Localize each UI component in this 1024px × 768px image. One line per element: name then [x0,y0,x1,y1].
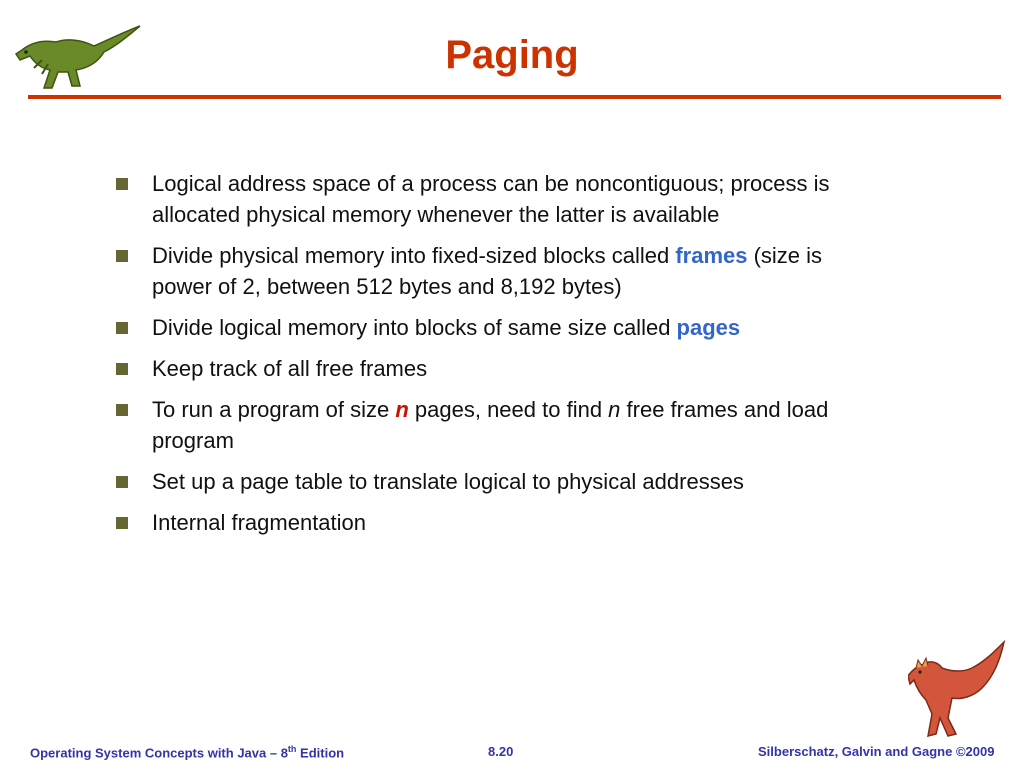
square-bullet-icon [116,517,128,529]
bullet-text: Divide logical memory into blocks of same size called [152,315,677,340]
bullet-text: Set up a page table to translate logical to physical addresses [152,469,744,494]
square-bullet-icon [116,178,128,190]
square-bullet-icon [116,363,128,375]
bullet-text: (size is power of 2, between 512 bytes and 8,192 bytes) [152,243,823,299]
page-title: Paging [445,33,579,77]
term-n: n [395,397,409,422]
bullet-text: To run a program of size [152,397,396,422]
term-pages: pages [676,315,741,340]
list-item [116,507,856,538]
bullet-text: free frames and load program [152,397,829,453]
term-n-italic: n [608,397,621,422]
list-item [116,240,856,302]
bullet-text: Logical address space of a process can be noncontiguous; process is allocated physical memory whenever the latter is available [152,171,830,227]
dinosaur-green-icon [12,20,142,92]
square-bullet-icon [116,476,128,488]
list-item [116,394,856,456]
list-item [116,168,856,230]
bullet-text: pages, need to find [408,397,609,422]
square-bullet-icon [116,404,128,416]
square-bullet-icon [116,250,128,262]
square-bullet-icon [116,322,128,334]
bullet-text: Divide physical memory into fixed-sized blocks called [152,243,676,268]
dinosaur-red-icon [908,638,1008,743]
bullet-list [116,168,856,548]
page-number: 8.20 [488,744,514,759]
term-frames: frames [675,243,748,268]
footer-course-title: Operating System Concepts with Java – 8th Edition [30,744,345,761]
footer-copyright: Silberschatz, Galvin and Gagne ©2009 [758,744,995,759]
list-item [116,353,856,384]
list-item [116,312,856,343]
title-divider [28,95,1001,99]
bullet-text: Keep track of all free frames [152,356,428,381]
bullet-text: Internal fragmentation [152,510,367,535]
list-item [116,466,856,497]
